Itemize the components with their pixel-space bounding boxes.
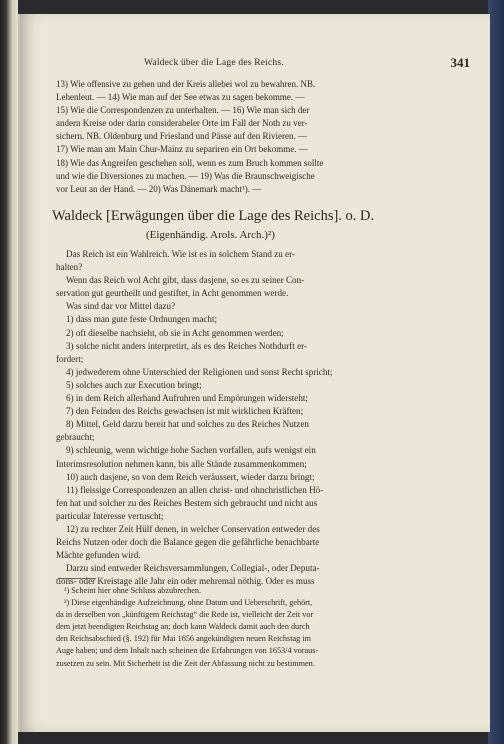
text-line: Interimsresolution nehmen kann, bis alle Stände zusammenkommen; bbox=[56, 458, 307, 469]
text-line: 4) jedwederem ohne Unterschied der Religionen und sonst Recht spricht; bbox=[66, 366, 333, 377]
footnote-line: Auge haben; und dem Inhalt nach scheinen die Erfahrungen von 1653/4 voraus- bbox=[56, 646, 319, 656]
main-text bbox=[56, 248, 386, 588]
page-header bbox=[44, 55, 476, 72]
text-line: gebraucht; bbox=[56, 432, 95, 443]
running-title: Waldeck über die Lage des Reichs. bbox=[144, 58, 284, 68]
text-line: fordert; bbox=[56, 353, 84, 364]
text-line: 3) solche nicht anders interpretirt, als es des Reiches Nothdurft er- bbox=[66, 340, 307, 351]
footnote-line: den Reichsabschied (§. 192) für Mai 1656 angekündigten neuen Reichstag im bbox=[56, 634, 311, 644]
text-line: Wenn das Reich wol Acht gibt, dass dasjene, so es zu seiner Con- bbox=[66, 275, 305, 286]
text-line: 2) oft dieselbe nachsieht, ob sie in Acht genommen werden; bbox=[66, 327, 284, 338]
left-page-edge bbox=[0, 0, 18, 744]
book-binding bbox=[488, 0, 504, 744]
text-line: 10) auch dasjene, so von dem Reich veräussert, wieder darzu bringt; bbox=[66, 471, 315, 482]
text-line: 5) solches auch zur Execution bringt; bbox=[66, 379, 202, 390]
text-line: 8) Mittel, Geld darzu bereit hat und solches zu des Reiches Nutzen bbox=[66, 419, 309, 430]
text-line: sichern. NB. Oldenburg und Friesland und Pässe auf den Rivieren. — bbox=[56, 131, 308, 142]
text-line: 9) schleunig, wenn wichtige hohe Sachen vorfallen, aufs wenigst ein bbox=[66, 445, 316, 456]
text-line: Das Reich ist ein Wahlreich. Wie ist es in solchem Stand zu er- bbox=[66, 249, 295, 259]
text-line: 1) dass man gute feste Ordnungen macht; bbox=[66, 314, 218, 325]
text-line: tions- oder Kreistage alle Jahr ein oder mehremal nöthig. Oder es muss bbox=[56, 576, 315, 587]
text-line: 7) den Feinden des Reichs gewachsen ist mit wirklichen Kräften; bbox=[66, 406, 304, 417]
footnote-line: dem jetzt beendigten Reichstag an; doch kann Waldeck damit auch den durch bbox=[56, 622, 310, 632]
footnote-rule bbox=[58, 578, 96, 579]
text-line: Darzu sind entweder Reichsversammlungen, Collegial-, oder Deputa- bbox=[66, 563, 320, 574]
text-line: 15) Wie die Correspondenzen zu unterhalten. — 16) Wie man sich der bbox=[56, 105, 310, 116]
text-line: andern Kreise oder darin considerabeler Orte im Fall der Noth zu ver- bbox=[56, 118, 308, 129]
text-line: 18) Wie das Angreifen geschehen soll, wenn es zum Bruch kommen sollte bbox=[56, 157, 324, 168]
text-line: servation gut geurtheilt und gestiftet, in Acht genommen werde. bbox=[56, 288, 289, 299]
text-line: halten? bbox=[56, 262, 83, 273]
text-line: 11) fleissige Correspondenzen an allen christ- und ohnchristlichen Hö- bbox=[66, 484, 324, 495]
footnotes bbox=[56, 585, 386, 670]
section-title: Waldeck [Erwägungen über die Lage des Reichs]. o. D. bbox=[52, 208, 375, 224]
text-line: particular Interesse vertuscht; bbox=[56, 510, 164, 521]
footnote-line: da in derselben von „künftigem Reichstag“ die Rede ist, vielleicht der Zeit vor bbox=[56, 610, 314, 620]
text-line: Was sind dar vor Mittel dazu? bbox=[66, 301, 176, 312]
text-line: Reichs Nutzen oder doch die Balance gegen die gefährliche benachbarte bbox=[56, 537, 320, 548]
text-line: Mächte gefunden wird. bbox=[56, 550, 141, 561]
footnote-line: ²) Diese eigenhändige Aufzeichnung, ohne Datum und Ueberschrift, gehört, bbox=[64, 598, 313, 608]
text-line: 13) Wie offensive zu gehen und der Kreis allebei wol zu bewahren. NB. bbox=[56, 79, 316, 89]
footnote-line: ¹) Scheint hier ohne Schluss abzubrechen. bbox=[64, 586, 202, 595]
text-line: 6) in dem Reich allerhand Aufruhren und Empörungen widersteht; bbox=[66, 393, 308, 404]
text-line: vor Leut an der Hand. — 20) Was Dänemark macht¹). — bbox=[56, 183, 262, 194]
text-line: Lehenleut. — 14) Wie man auf der See etwas zu sagen bekomme. — bbox=[56, 92, 305, 103]
text-line: 12) zu rechter Zeit Hülf denen, in welcher Conservation entweder des bbox=[66, 523, 320, 534]
text-line: und wie die Diversiones zu machen. — 19) Was die Braunschweigische bbox=[56, 170, 315, 181]
text-line: fen hat und solcher zu des Reiches Bestem sich gebraucht und nicht aus bbox=[56, 497, 318, 508]
page-number: 341 bbox=[450, 55, 470, 70]
section-subtitle: (Eigenhändig. Arols. Arch.)²) bbox=[146, 229, 275, 241]
text-line: 17) Wie man am Main Chur-Mainz zu separiren ein Ort bekomme. — bbox=[56, 144, 308, 155]
footnote-line: zusetzen zu sein. Mit Sicherheit ist die Zeit der Abfassung nicht zu bestimmen. bbox=[56, 658, 315, 668]
continued-list bbox=[56, 78, 386, 196]
